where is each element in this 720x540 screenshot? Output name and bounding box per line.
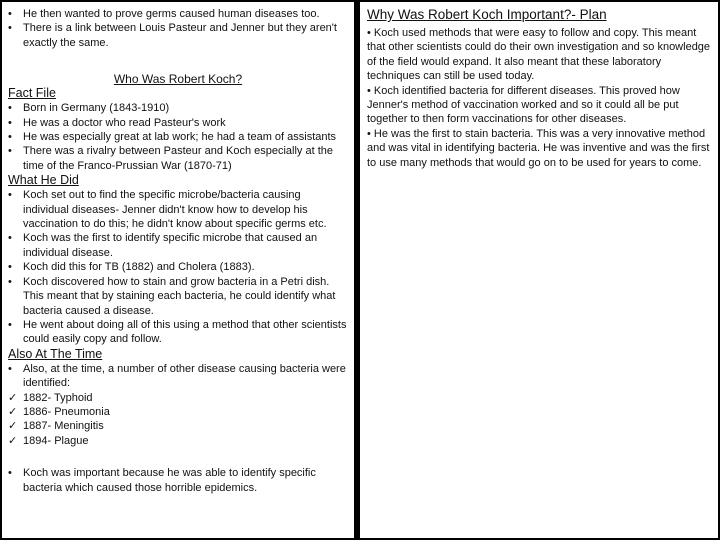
left-panel (2, 2, 354, 538)
what-he-did-list (8, 188, 348, 346)
right-panel (360, 2, 718, 538)
what-he-did-heading: What He Did (8, 173, 79, 188)
plan-point: • Koch used methods that were easy to follow and copy. This meant that other scientists could do their own investigation and so knowledge of the field would expand. It also meant that these laboratory techniques can still be used today. (367, 27, 711, 83)
plan-point: • Koch identified bacteria for different diseases. This proved how Jenner's method of vaccination worked and so it could all be put together to then form vaccinations for other diseases. (367, 84, 680, 126)
list-item: • There is a link between Louis Pasteur and Jenner but they aren't exactly the same. (8, 21, 348, 50)
also-at-the-time-list (8, 362, 348, 448)
list-item: • He was especially great at lab work; he had a team of assistants (8, 130, 348, 144)
list-item: • Also, at the time, a number of other disease causing bacteria were identified: (8, 362, 348, 391)
list-item: • He then wanted to prove germs caused human diseases too. (8, 7, 348, 21)
check-item: ✓ 1887- Meningitis (8, 419, 348, 433)
spacer (8, 448, 348, 466)
page-title: Who Was Robert Koch? (113, 72, 243, 87)
list-item: • Koch was important because he was able to identify specific bacteria which caused those horrible epidemics. (8, 466, 348, 495)
list-item: • There was a rivalry between Pasteur and Koch especially at the time of the Franco-Prussian War (1870-71) (8, 144, 348, 173)
list-item: • Koch set out to find the specific microbe/bacteria causing individual diseases- Jenner didn't know how to develop his vaccination to do this; he didn't know about specific germs etc. (8, 188, 348, 231)
fact-file-list (8, 101, 348, 173)
check-item: ✓ 1894- Plague (8, 434, 348, 448)
list-item: • Born in Germany (1843-1910) (8, 101, 348, 115)
intro-list (8, 7, 348, 50)
list-item: • He went about doing all of this using a method that other scientists could easily copy and follow. (8, 318, 348, 347)
plan-heading: Why Was Robert Koch Important?- Plan (367, 7, 607, 22)
list-item: • Koch was the first to identify specific microbe that caused an individual disease. (8, 231, 348, 260)
also-at-the-time-heading: Also At The Time (8, 346, 103, 361)
list-item: • Koch did this for TB (1882) and Cholera (1883). (8, 260, 348, 274)
fact-file-heading: Fact File (8, 86, 56, 101)
check-item: ✓ 1886- Pneumonia (8, 405, 348, 419)
list-item: • Koch discovered how to stain and grow bacteria in a Petri dish. This meant that by staining each bacteria, he could identify what bacteria caused a disease. (8, 275, 348, 318)
plan-point: • He was the first to stain bacteria. This was a very innovative method and was vital in identifying bacteria. He was inventive and was the first to use many methods that would go on to be used for years to come. (367, 127, 710, 169)
list-item: • He was a doctor who read Pasteur's work (8, 116, 348, 130)
conclusion-list (8, 466, 348, 495)
check-item: ✓ 1882- Typhoid (8, 391, 348, 405)
